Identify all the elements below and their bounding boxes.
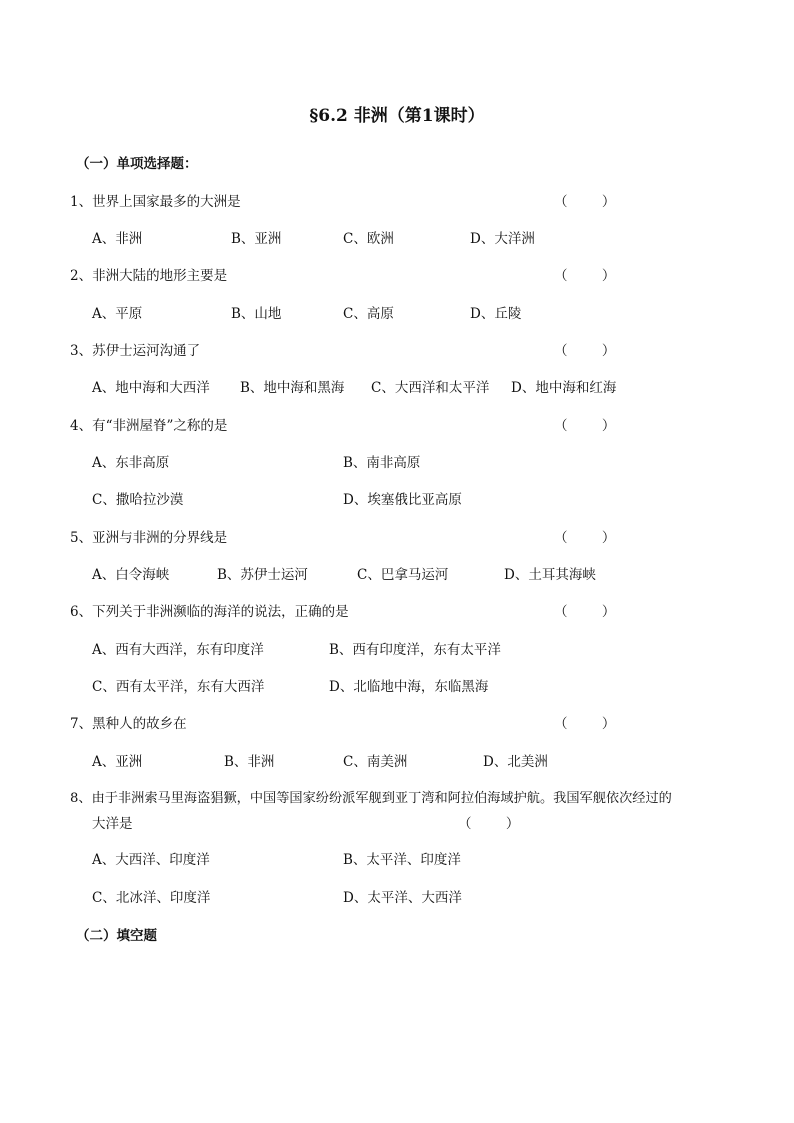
question-8-continued: 大洋是 [92, 816, 133, 832]
answer-blank-7[interactable]: （ ） [554, 716, 616, 732]
option-5b: B、苏伊士运河 [217, 567, 308, 583]
question-8: 8、由于非洲索马里海盗猖獗，中国等国家纷纷派军舰到亚丁湾和阿拉伯海域护航。我国军舰依次经过的 [70, 791, 672, 806]
option-2d: D、丘陵 [470, 306, 522, 322]
option-5a: A、白令海峡 [92, 567, 170, 583]
section-heading-fill: （二）填空题 [76, 928, 157, 944]
option-3b: B、地中海和黑海 [240, 380, 345, 396]
option-7d: D、北美洲 [483, 754, 548, 770]
option-3d: D、地中海和红海 [511, 380, 617, 396]
option-7c: C、南美洲 [343, 754, 408, 770]
section-heading-choice: （一）单项选择题： [76, 156, 198, 172]
question-4: 4、有“非洲屋脊”之称的是 [70, 418, 228, 434]
answer-blank-1[interactable]: （ ） [554, 194, 616, 210]
option-3a: A、地中海和大西洋 [92, 380, 210, 396]
page-title: §6.2 非洲（第1课时） [309, 106, 485, 126]
option-3c: C、大西洋和太平洋 [371, 380, 490, 396]
answer-blank-2[interactable]: （ ） [554, 268, 616, 284]
option-1c: C、欧洲 [343, 231, 394, 247]
answer-blank-6[interactable]: （ ） [554, 604, 616, 620]
option-1a: A、非洲 [92, 231, 143, 247]
option-2c: C、高原 [343, 306, 394, 322]
option-8d: D、太平洋、大西洋 [343, 890, 462, 906]
question-5: 5、亚洲与非洲的分界线是 [70, 530, 228, 546]
answer-blank-8[interactable]: （ ） [458, 816, 520, 832]
answer-blank-4[interactable]: （ ） [554, 418, 616, 434]
option-7b: B、非洲 [224, 754, 275, 770]
answer-blank-3[interactable]: （ ） [554, 343, 616, 359]
option-8a: A、大西洋、印度洋 [92, 852, 210, 868]
question-1: 1、世界上国家最多的大洲是 [70, 194, 241, 210]
option-8b: B、太平洋、印度洋 [343, 852, 461, 868]
option-6a: A、西有大西洋，东有印度洋 [92, 642, 264, 658]
option-4c: C、撒哈拉沙漠 [92, 492, 184, 508]
option-2a: A、平原 [92, 306, 143, 322]
option-6b: B、西有印度洋，东有太平洋 [329, 642, 501, 658]
option-2b: B、山地 [231, 306, 282, 322]
option-4a: A、东非高原 [92, 455, 170, 471]
question-2: 2、非洲大陆的地形主要是 [70, 268, 228, 284]
answer-blank-5[interactable]: （ ） [554, 530, 616, 546]
option-8c: C、北冰洋、印度洋 [92, 890, 211, 906]
question-7: 7、黑种人的故乡在 [70, 716, 187, 732]
option-6d: D、北临地中海，东临黑海 [329, 679, 489, 695]
option-1d: D、大洋洲 [470, 231, 535, 247]
option-5d: D、土耳其海峡 [504, 567, 596, 583]
option-4b: B、南非高原 [343, 455, 421, 471]
question-6: 6、下列关于非洲濒临的海洋的说法，正确的是 [70, 604, 349, 620]
question-3: 3、苏伊士运河沟通了 [70, 343, 201, 359]
option-4d: D、埃塞俄比亚高原 [343, 492, 462, 508]
option-1b: B、亚洲 [231, 231, 282, 247]
option-6c: C、西有太平洋，东有大西洋 [92, 679, 265, 695]
option-5c: C、巴拿马运河 [357, 567, 449, 583]
option-7a: A、亚洲 [92, 754, 143, 770]
